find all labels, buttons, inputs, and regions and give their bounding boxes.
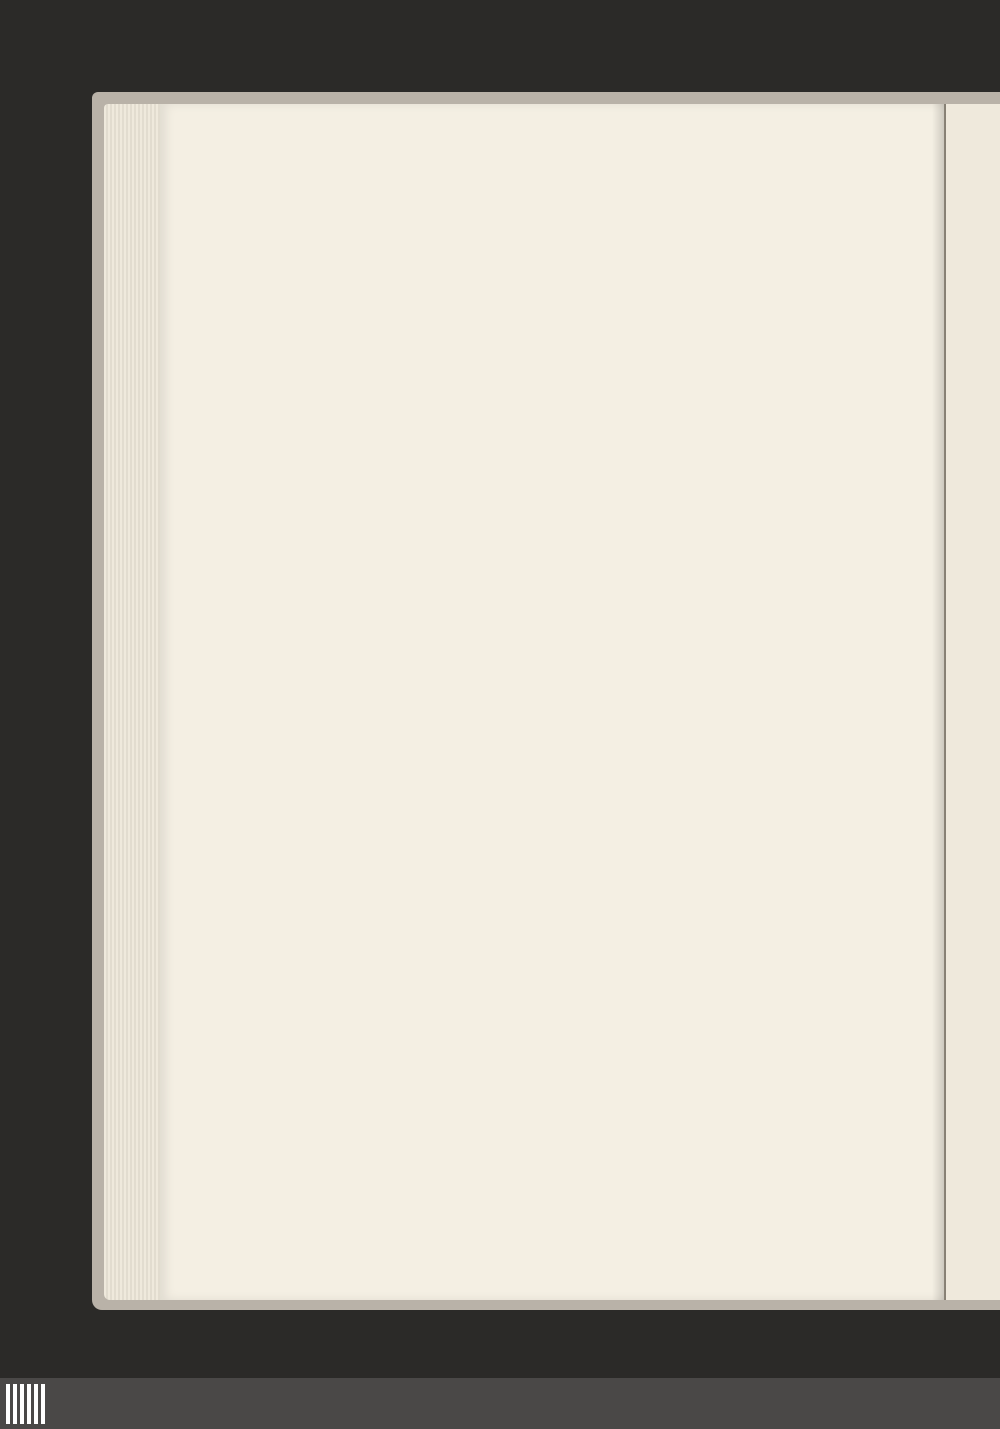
page [160, 104, 944, 1300]
library-logo-icon [6, 1384, 48, 1429]
page-edges [104, 104, 164, 1300]
gutter-shadow [932, 104, 946, 1300]
facing-page [944, 104, 1000, 1300]
footer-bar [0, 1378, 1000, 1429]
